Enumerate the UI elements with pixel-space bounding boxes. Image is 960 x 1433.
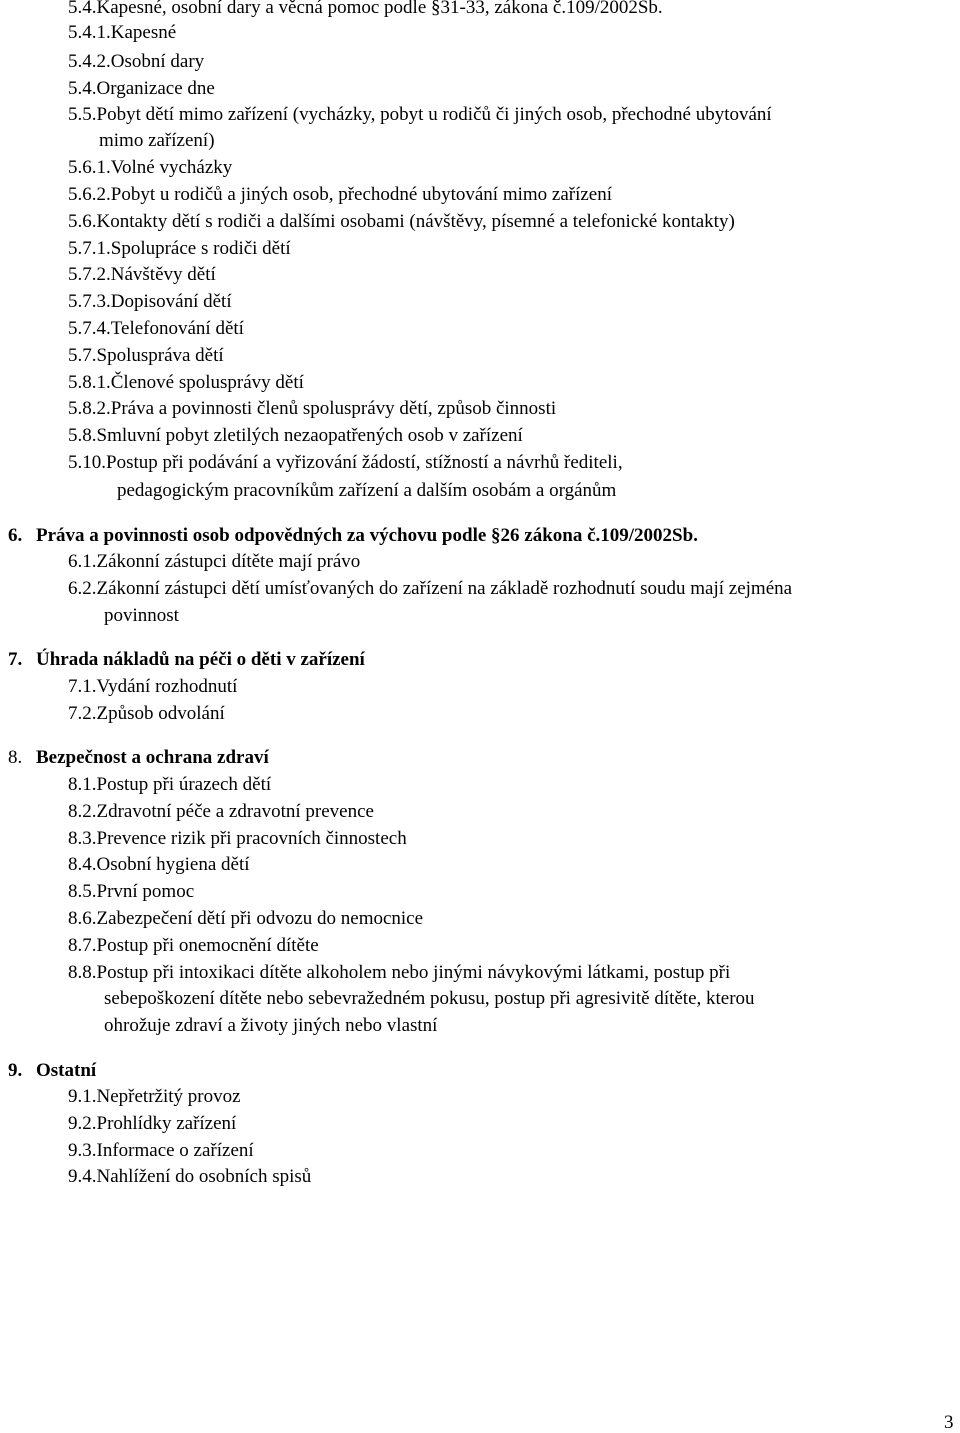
toc-text: Volné vycházky xyxy=(110,157,233,178)
toc-text: První pomoc xyxy=(96,881,195,902)
toc-line xyxy=(68,1113,236,1135)
toc-text: Postup při onemocnění dítěte xyxy=(96,935,319,956)
toc-text: Informace o zařízení xyxy=(96,1140,254,1161)
toc-line xyxy=(68,1166,311,1188)
toc-line xyxy=(104,1015,437,1037)
toc-text: Prevence rizik při pracovních činnostech xyxy=(96,828,407,849)
toc-line xyxy=(68,238,291,260)
toc-number: 5.4. xyxy=(68,0,97,18)
toc-number: 6. xyxy=(8,525,23,546)
toc-number: 6.1. xyxy=(68,551,97,572)
toc-number: 9.3. xyxy=(68,1140,97,1161)
toc-text: Prohlídky zařízení xyxy=(96,1113,237,1134)
toc-text: Osobní hygiena dětí xyxy=(96,854,250,875)
toc-number: 5.7.4. xyxy=(68,318,111,339)
toc-number: 8.3. xyxy=(68,828,97,849)
toc-line xyxy=(99,130,215,152)
toc-text: Kapesné xyxy=(110,22,177,43)
toc-number: 5.7.1. xyxy=(68,238,111,259)
toc-text: Způsob odvolání xyxy=(96,703,225,724)
toc-number: 9. xyxy=(8,1060,23,1081)
toc-line xyxy=(68,908,423,930)
toc-number: 8.5. xyxy=(68,881,97,902)
toc-line xyxy=(68,78,215,100)
toc-line xyxy=(68,962,730,984)
toc-line xyxy=(68,264,216,286)
toc-line xyxy=(68,551,360,573)
toc-number: 5.7.3. xyxy=(68,291,111,312)
toc-section-heading xyxy=(8,649,365,671)
toc-text: Spolupráce s rodiči dětí xyxy=(110,238,291,259)
toc-number: 7.2. xyxy=(68,703,97,724)
toc-section-heading xyxy=(8,1060,96,1082)
toc-line xyxy=(68,345,224,367)
toc-number: 5.4.2. xyxy=(68,51,111,72)
toc-text: Úhrada nákladů na péči o děti v zařízení xyxy=(36,649,365,670)
toc-line xyxy=(68,828,407,850)
toc-number: 5.7.2. xyxy=(68,264,111,285)
toc-number: 8.1. xyxy=(68,774,97,795)
toc-line xyxy=(68,291,232,313)
toc-line xyxy=(68,801,374,823)
toc-text: Postup při podávání a vyřizování žádostí, stížností a návrhů řediteli, xyxy=(106,452,623,473)
toc-text: Osobní dary xyxy=(110,51,205,72)
toc-text: pedagogickým pracovníkům zařízení a dalším osobám a orgánům xyxy=(117,480,617,501)
toc-line xyxy=(104,988,755,1010)
toc-line xyxy=(68,51,204,73)
toc-number: 5.4.1. xyxy=(68,22,111,43)
toc-number: 5.10. xyxy=(68,452,106,473)
toc-text: mimo zařízení) xyxy=(99,130,215,151)
toc-text: ohrožuje zdraví a životy jiných nebo vlastní xyxy=(104,1015,438,1036)
toc-line xyxy=(68,425,523,447)
toc-text: Vydání rozhodnutí xyxy=(96,676,238,697)
toc-number: 7.1. xyxy=(68,676,97,697)
toc-text: Bezpečnost a ochrana zdraví xyxy=(36,747,269,768)
toc-line xyxy=(68,703,225,725)
toc-text: Telefonování dětí xyxy=(110,318,244,339)
toc-line xyxy=(68,22,176,44)
toc-line xyxy=(68,578,792,600)
toc-text: Organizace dne xyxy=(96,78,215,99)
toc-text: Ostatní xyxy=(36,1060,97,1081)
toc-text: povinnost xyxy=(104,605,179,626)
toc-number: 8.8. xyxy=(68,962,97,983)
toc-number: 9.4. xyxy=(68,1166,97,1187)
toc-text: Postup při úrazech dětí xyxy=(96,774,272,795)
toc-text: Pobyt u rodičů a jiných osob, přechodné ubytování mimo zařízení xyxy=(110,184,613,205)
toc-number: 8.7. xyxy=(68,935,97,956)
toc-section-heading xyxy=(8,525,698,547)
toc-line xyxy=(68,452,623,474)
toc-number: 8.6. xyxy=(68,908,97,929)
toc-number: 7. xyxy=(8,649,23,670)
toc-line xyxy=(104,605,179,627)
toc-number: 5.7. xyxy=(68,345,97,366)
toc-line xyxy=(68,1086,241,1108)
toc-text: Postup při intoxikaci dítěte alkoholem nebo jinými návykovými látkami, postup při xyxy=(96,962,731,983)
toc-number: 9.2. xyxy=(68,1113,97,1134)
toc-text: Kapesné, osobní dary a věcná pomoc podle §31-33, zákona č.109/2002Sb. xyxy=(96,0,663,18)
toc-section-heading xyxy=(8,747,269,769)
toc-line xyxy=(117,480,616,502)
toc-text: Zabezpečení dětí při odvozu do nemocnice xyxy=(96,908,424,929)
toc-number: 9.1. xyxy=(68,1086,97,1107)
toc-line xyxy=(68,854,250,876)
toc-line xyxy=(68,935,319,957)
toc-number: 5.6.1. xyxy=(68,157,111,178)
toc-number: 5.4. xyxy=(68,78,97,99)
toc-number: 5.8.1. xyxy=(68,372,111,393)
toc-line xyxy=(68,157,232,179)
toc-text: Kontakty dětí s rodiči a dalšími osobami (návštěvy, písemné a telefonické kontakty) xyxy=(96,211,735,232)
toc-number: 5.5. xyxy=(68,104,97,125)
toc-text: Zákonní zástupci dětí umísťovaných do zařízení na základě rozhodnutí soudu mají zejména xyxy=(96,578,793,599)
toc-text: Členové spolusprávy dětí xyxy=(110,372,304,393)
toc-text: Smluvní pobyt zletilých nezaopatřených osob v zařízení xyxy=(96,425,523,446)
toc-text: Zákonní zástupci dítěte mají právo xyxy=(96,551,361,572)
toc-line xyxy=(68,211,735,233)
toc-line xyxy=(68,398,556,420)
toc-line xyxy=(68,1140,254,1162)
toc-text: Návštěvy dětí xyxy=(110,264,216,285)
toc-text: Práva a povinnosti osob odpovědných za výchovu podle §26 zákona č.109/2002Sb. xyxy=(36,525,698,546)
toc-number: 8. xyxy=(8,747,23,768)
toc-number: 5.6.2. xyxy=(68,184,111,205)
toc-line xyxy=(68,372,304,394)
toc-text: Pobyt dětí mimo zařízení (vycházky, pobyt u rodičů či jiných osob, přechodné ubytování xyxy=(96,104,772,125)
toc-number: 5.8. xyxy=(68,425,97,446)
toc-number: 6.2. xyxy=(68,578,97,599)
toc-line xyxy=(68,774,271,796)
toc-text: sebepoškození dítěte nebo sebevražedném pokusu, postup při agresivitě dítěte, kterou xyxy=(104,988,755,1009)
toc-text: Spolusprávа dětí xyxy=(96,345,224,366)
toc-text: Nahlížení do osobních spisů xyxy=(96,1166,312,1187)
toc-line xyxy=(68,318,244,340)
toc-number: 5.6. xyxy=(68,211,97,232)
toc-number: 8.2. xyxy=(68,801,97,822)
toc-line xyxy=(68,184,612,206)
toc-text: Nepřetržitý provoz xyxy=(96,1086,241,1107)
toc-number: 8.4. xyxy=(68,854,97,875)
toc-text: Dopisování dětí xyxy=(110,291,232,312)
toc-text: Zdravotní péče a zdravotní prevence xyxy=(96,801,374,822)
toc-line xyxy=(68,881,194,903)
toc-line xyxy=(68,104,772,126)
toc-line xyxy=(68,676,237,698)
toc-line xyxy=(68,0,663,19)
toc-text: Práva a povinnosti členů spolusprávy dětí, způsob činnosti xyxy=(110,398,557,419)
page-number: 3 xyxy=(944,1412,954,1433)
toc-number: 5.8.2. xyxy=(68,398,111,419)
